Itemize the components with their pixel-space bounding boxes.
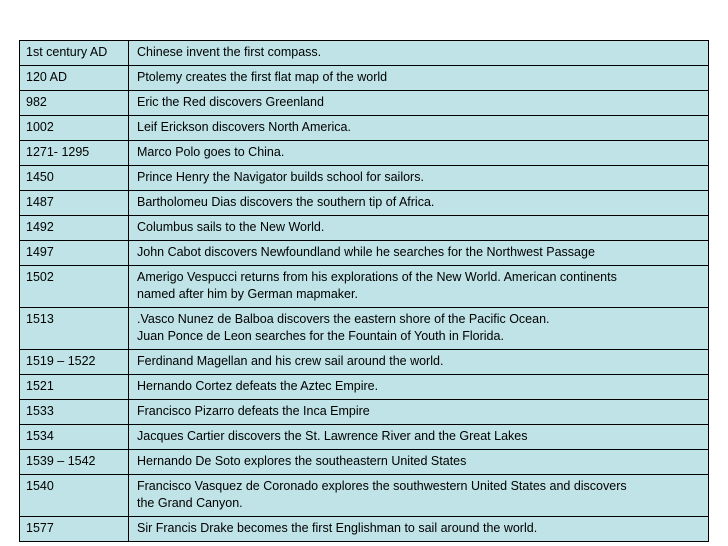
date-cell: 982 [20,91,129,116]
table-row [20,450,709,475]
date-cell: 1533 [20,400,129,425]
event-text: Ferdinand Magellan and his crew sail around the world. [137,354,444,368]
event-text: .Vasco Nunez de Balboa discovers the eastern shore of the Pacific Ocean. [137,312,550,326]
event-cell [129,350,709,375]
event-text: Leif Erickson discovers North America. [137,120,351,134]
event-text: the Grand Canyon. [137,496,243,510]
date-cell: 1497 [20,241,129,266]
table-row [20,191,709,216]
event-text: Marco Polo goes to China. [137,145,285,159]
event-cell [129,141,709,166]
event-text: Amerigo Vespucci returns from his explorations of the New World. American continents [137,270,617,284]
timeline-table-body [20,41,709,542]
event-text: Sir Francis Drake becomes the first Englishman to sail around the world. [137,521,538,535]
date-cell: 1487 [20,191,129,216]
event-cell [129,450,709,475]
table-row [20,266,709,308]
table-row [20,400,709,425]
event-cell [129,517,709,542]
event-cell [129,375,709,400]
event-cell [129,41,709,66]
event-cell [129,425,709,450]
date-cell: 1492 [20,216,129,241]
table-row [20,517,709,542]
event-cell [129,400,709,425]
event-cell [129,308,709,350]
date-cell: 1002 [20,116,129,141]
date-cell: 1539 – 1542 [20,450,129,475]
table-row [20,116,709,141]
date-cell: 1519 – 1522 [20,350,129,375]
table-row [20,41,709,66]
date-cell: 1521 [20,375,129,400]
event-text: Francisco Vasquez de Coronado explores the southwestern United States and discovers [137,479,627,493]
event-cell [129,66,709,91]
event-text: Ptolemy creates the first flat map of the world [137,70,388,84]
event-text: Eric the Red discovers Greenland [137,95,324,109]
table-row [20,350,709,375]
date-cell: 1577 [20,517,129,542]
event-text: Hernando Cortez defeats the Aztec Empire. [137,379,379,393]
event-cell [129,266,709,308]
date-cell: 1502 [20,266,129,308]
event-text: Prince Henry the Navigator builds school for sailors. [137,170,424,184]
date-cell: 1st century AD [20,41,129,66]
event-text: Hernando De Soto explores the southeastern United States [137,454,467,468]
event-text: Columbus sails to the New World. [137,220,325,234]
table-row [20,375,709,400]
date-cell: 1271- 1295 [20,141,129,166]
event-text: Jacques Cartier discovers the St. Lawrence River and the Great Lakes [137,429,528,443]
table-row [20,308,709,350]
date-cell: 1540 [20,475,129,517]
event-cell [129,241,709,266]
event-text: Juan Ponce de Leon searches for the Fountain of Youth in Florida. [137,329,504,343]
event-cell [129,216,709,241]
date-cell: 120 AD [20,66,129,91]
date-cell: 1450 [20,166,129,191]
event-cell [129,91,709,116]
event-text: Francisco Pizarro defeats the Inca Empire [137,404,370,418]
table-row [20,141,709,166]
event-text: named after him by German mapmaker. [137,287,358,301]
table-row [20,91,709,116]
table-row [20,475,709,517]
event-text: Chinese invent the first compass. [137,45,322,59]
table-row [20,241,709,266]
event-cell [129,116,709,141]
event-text: John Cabot discovers Newfoundland while he searches for the Northwest Passage [137,245,595,259]
exploration-timeline-table [19,40,709,542]
table-row [20,216,709,241]
table-row [20,425,709,450]
table-row [20,166,709,191]
event-cell [129,166,709,191]
date-cell: 1534 [20,425,129,450]
event-text: Bartholomeu Dias discovers the southern tip of Africa. [137,195,435,209]
event-cell [129,475,709,517]
event-cell [129,191,709,216]
date-cell: 1513 [20,308,129,350]
table-row [20,66,709,91]
